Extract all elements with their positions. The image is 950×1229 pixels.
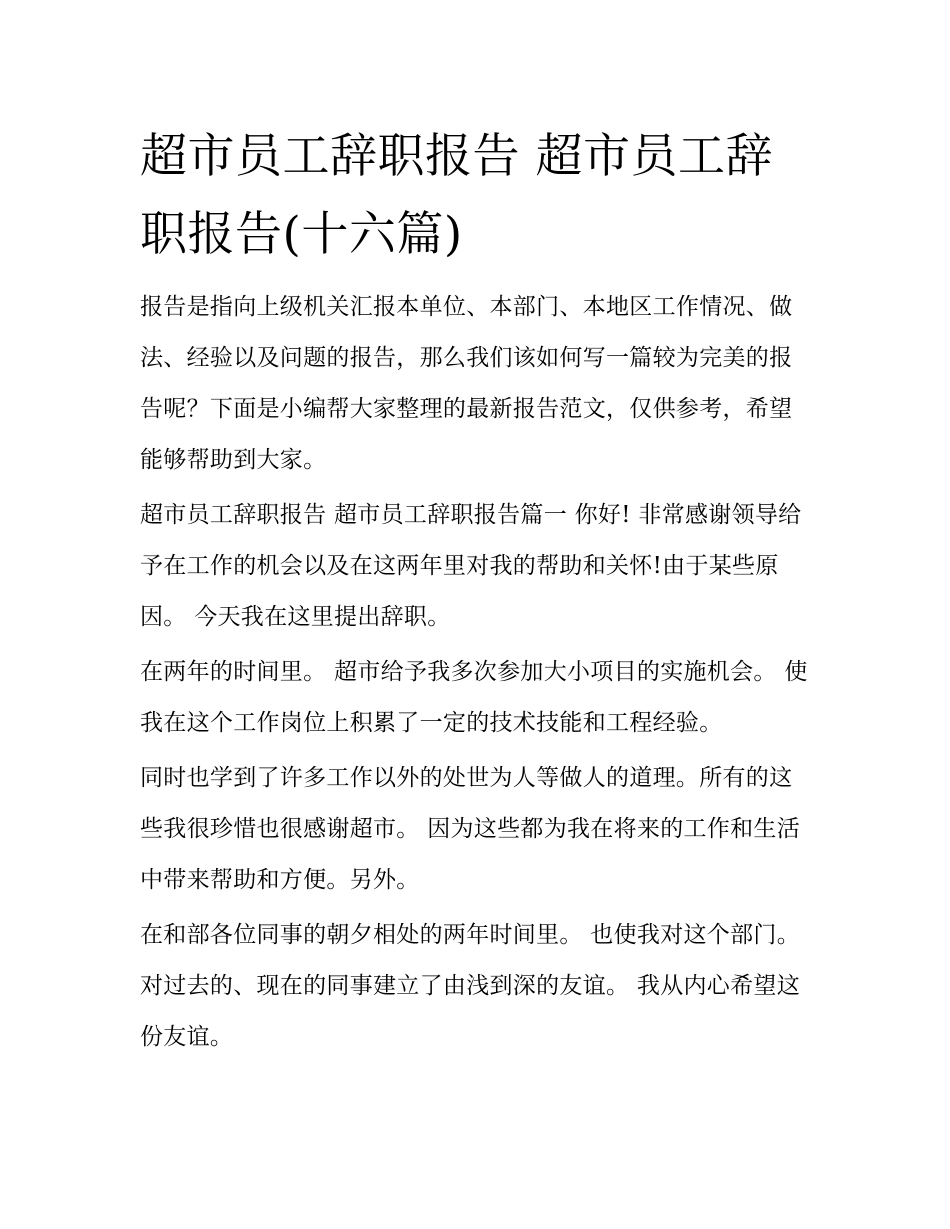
paragraph-gratitude: 同时也学到了许多工作以外的处世为人等做人的道理。所有的这些我很珍惜也很感谢超市。 因为这些都为我在将来的工作和生活中带来帮助和方便。另外。 [140, 765, 801, 893]
paragraph-resignation-opening: 超市员工辞职报告 超市员工辞职报告篇一 你好! 非常感谢领导给予在工作的机会以及在这两年里对我的帮助和关怀!由于某些原因。 今天我在这里提出辞职。 [140, 502, 802, 630]
paragraph-two-years: 在两年的时间里。 超市给予我多次参加大小项目的实施机会。 使我在这个工作岗位上积累了一定的技术技能和工程经验。 [140, 659, 808, 736]
paragraph-intro: 报告是指向上级机关汇报本单位、本部门、本地区工作情况、做法、经验以及问题的报告，那么我们该如何写一篇较为完美的报告呢？下面是小编帮大家整理的最新报告范文，仅供参考，希望能够帮助到大家。 [140, 294, 793, 473]
document-title: 超市员工辞职报告 超市员工辞职报告(十六篇) [140, 129, 773, 262]
document-page [140, 118, 815, 1063]
paragraph-friendship: 在和部各位同事的朝夕相处的两年时间里。 也使我对这个部门。 对过去的、现在的同事建立了由浅到深的友谊。 我从内心希望这份友谊。 [140, 922, 801, 1050]
